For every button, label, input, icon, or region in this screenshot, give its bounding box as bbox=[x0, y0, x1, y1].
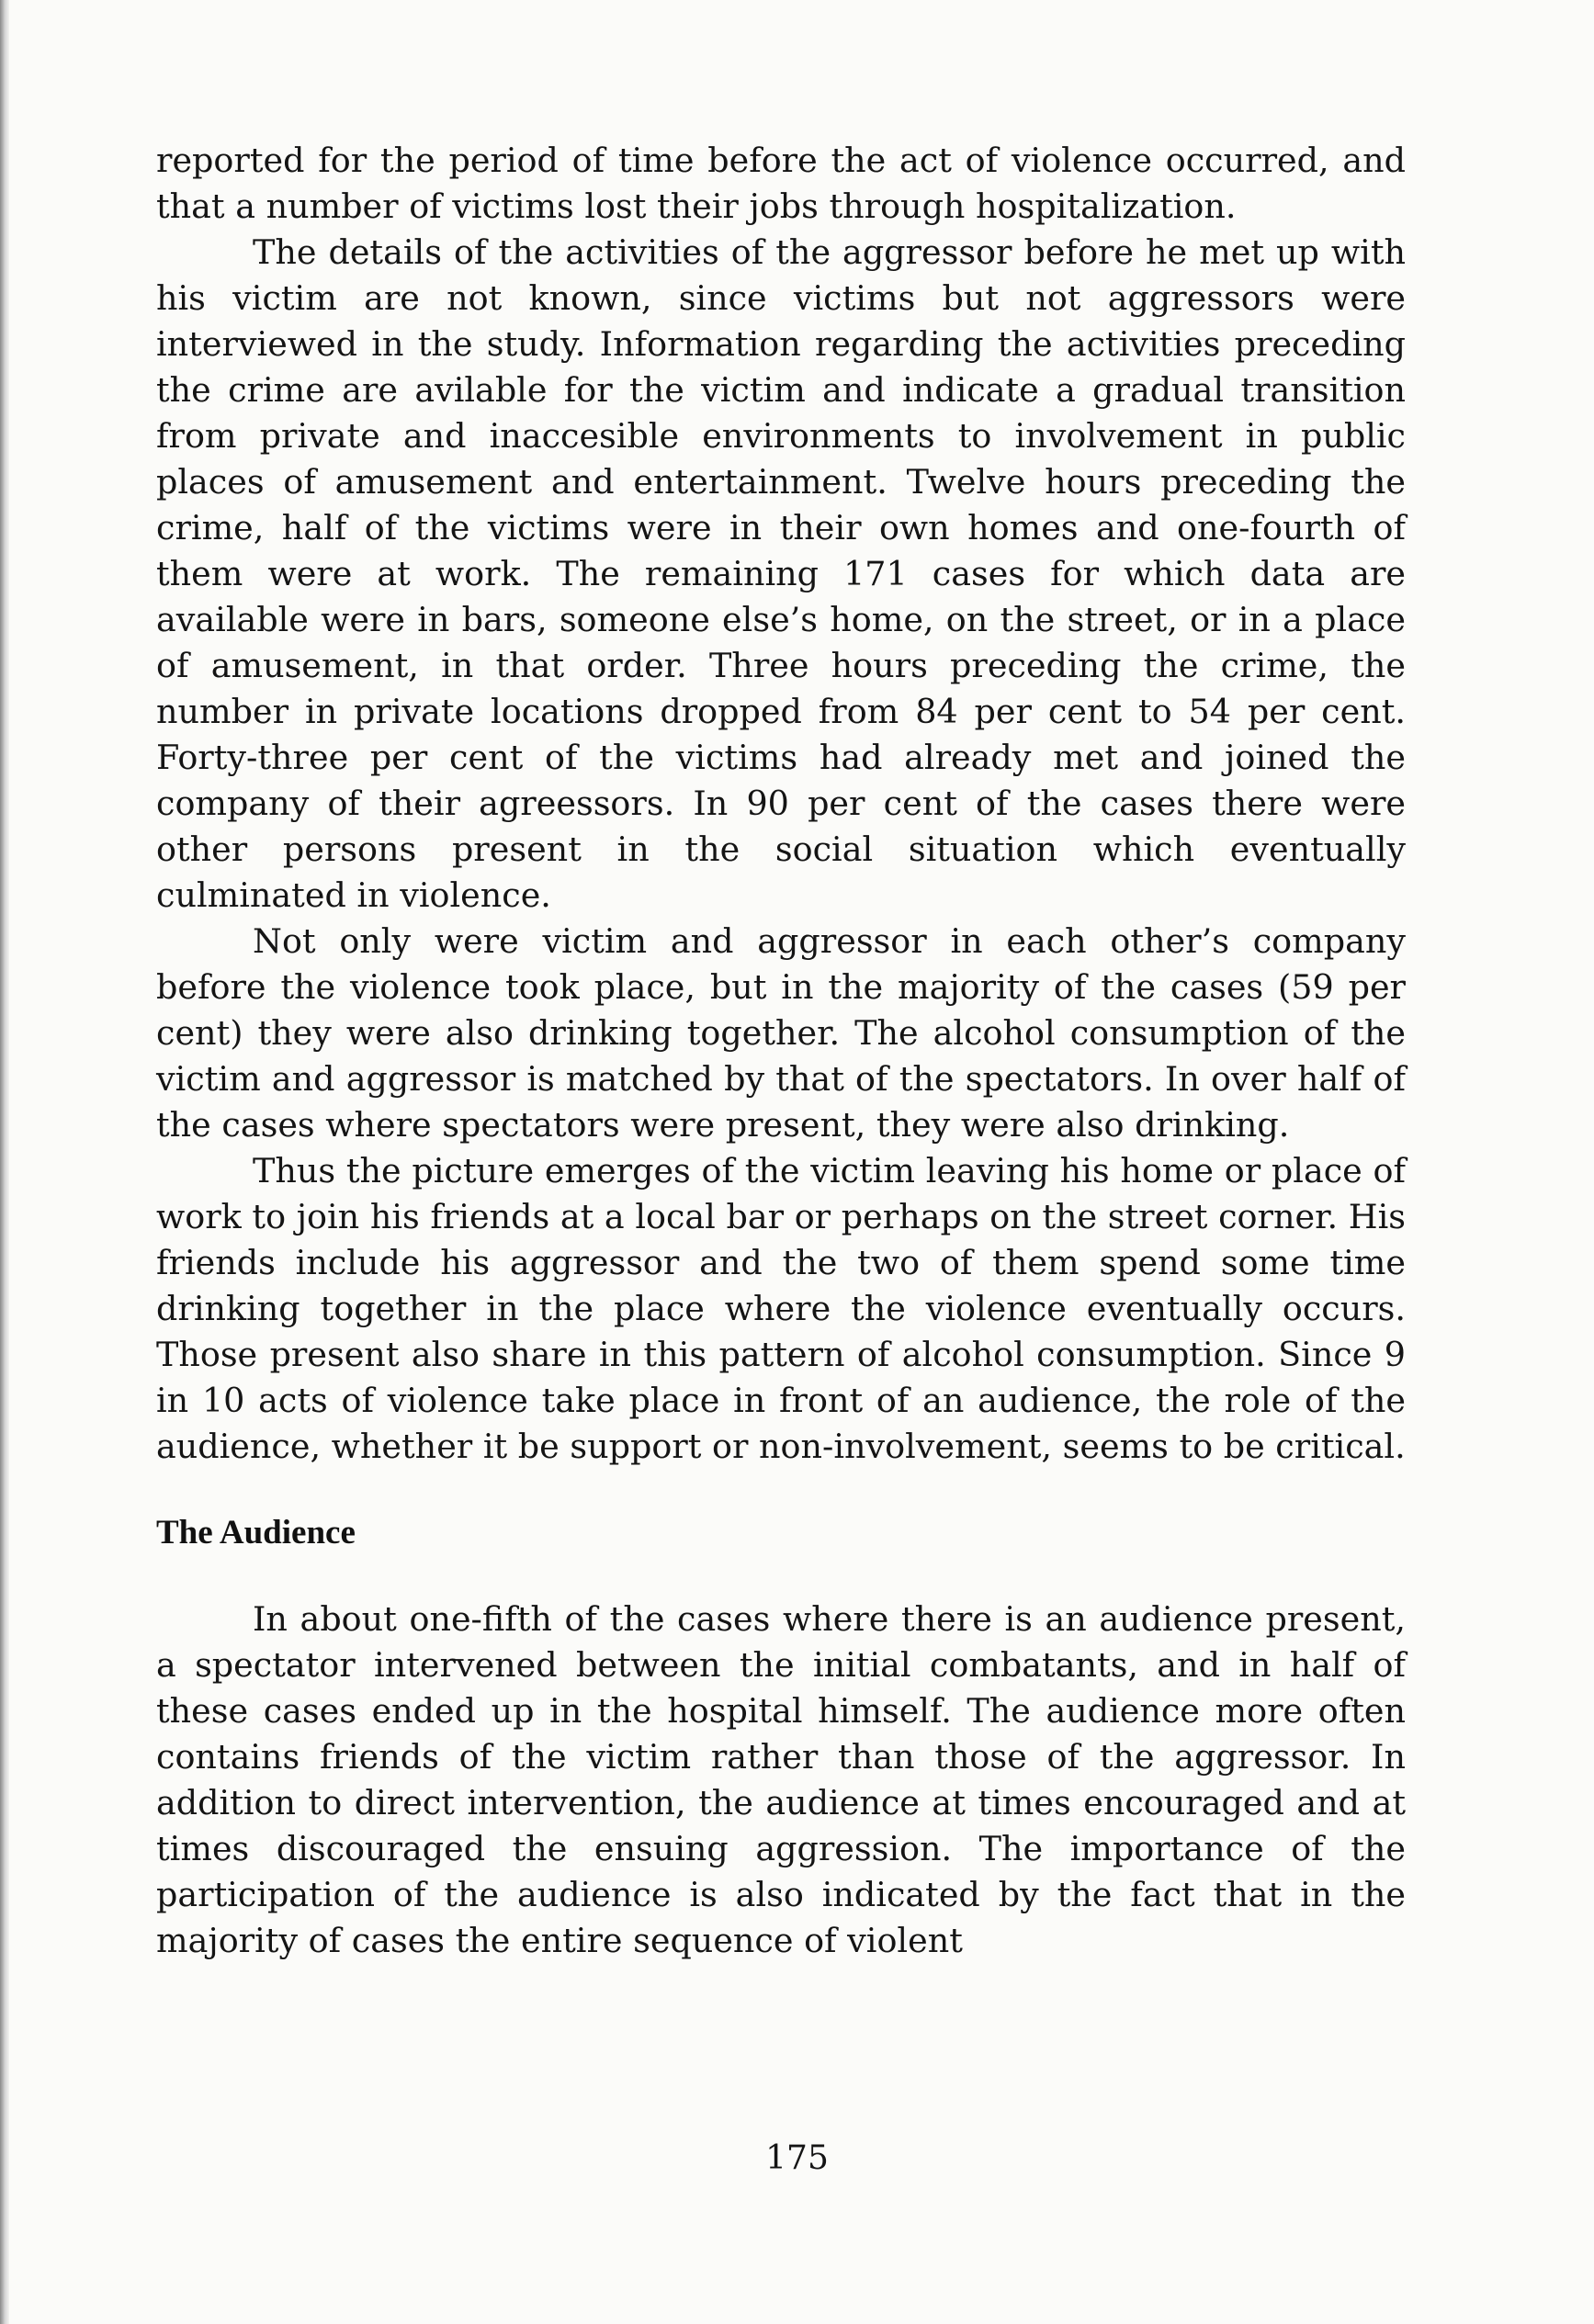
body-text bbox=[156, 138, 1406, 1964]
paragraph-picture-emerges: Thus the picture emerges of the victim leaving his home or place of work to join his friends at a local bar or perhaps on the street corner. His friends include his aggressor and the two of them spend some time drinking together in the place where the violence eventually occurs. Those present also share in this pattern of alcohol consumption. Since 9 in 10 acts of violence take place in front of an audience, the role of the audience, whether it be support or non-involvement, seems to be critical. bbox=[156, 1151, 1406, 1466]
paragraph-drinking-together: Not only were victim and aggressor in each other’s company before the violence took place, but in the majority of the cases (59 per cent) they were also drinking together. The alcohol consumption of the victim and aggressor is matched by that of the spectators. In over half of the cases where spectators were present, they were also drinking. bbox=[156, 921, 1406, 1145]
page-binding-edge bbox=[0, 0, 9, 2324]
page-number: 175 bbox=[765, 2139, 829, 2177]
paragraph-continued: reported for the period of time before the act of violence occurred, and that a number of victims lost their jobs through hospitalization. bbox=[156, 141, 1406, 226]
paragraph-audience: In about one-fifth of the cases where there is an audience present, a spectator intervened between the initial combatants, and in half of these cases ended up in the hospital himself. The audience more often contains friends of the victim rather than those of the aggressor. In addition to direct intervention, the audience at times encouraged and at times discouraged the ensuing aggression. The importance of the participation of the audience is also indicated by the fact that in the majority of cases the entire sequence of violent bbox=[156, 1599, 1406, 1960]
paragraph-aggressor-activities: The details of the activities of the aggressor before he met up with his victim are not known, since victims but not aggressors were interviewed in the study. Information regarding the activities preceding the crime are avilable for the victim and indicate a gradual transition from private and inaccesible environments to involvement in public places of amusement and entertainment. Twelve hours preceding the crime, half of the victims were in their own homes and one-fourth of them were at work. The remaining 171 cases for which data are available were in bars, someone else’s home, on the street, or in a place of amusement, in that order. Three hours preceding the crime, the number in private locations dropped from 84 per cent to 54 per cent. Forty-three per cent of the victims had already met and joined the company of their agreessors. In 90 per cent of the cases there were other persons present in the social situation which eventually culminated in violence. bbox=[156, 232, 1406, 915]
section-heading: The Audience bbox=[156, 1514, 356, 1551]
